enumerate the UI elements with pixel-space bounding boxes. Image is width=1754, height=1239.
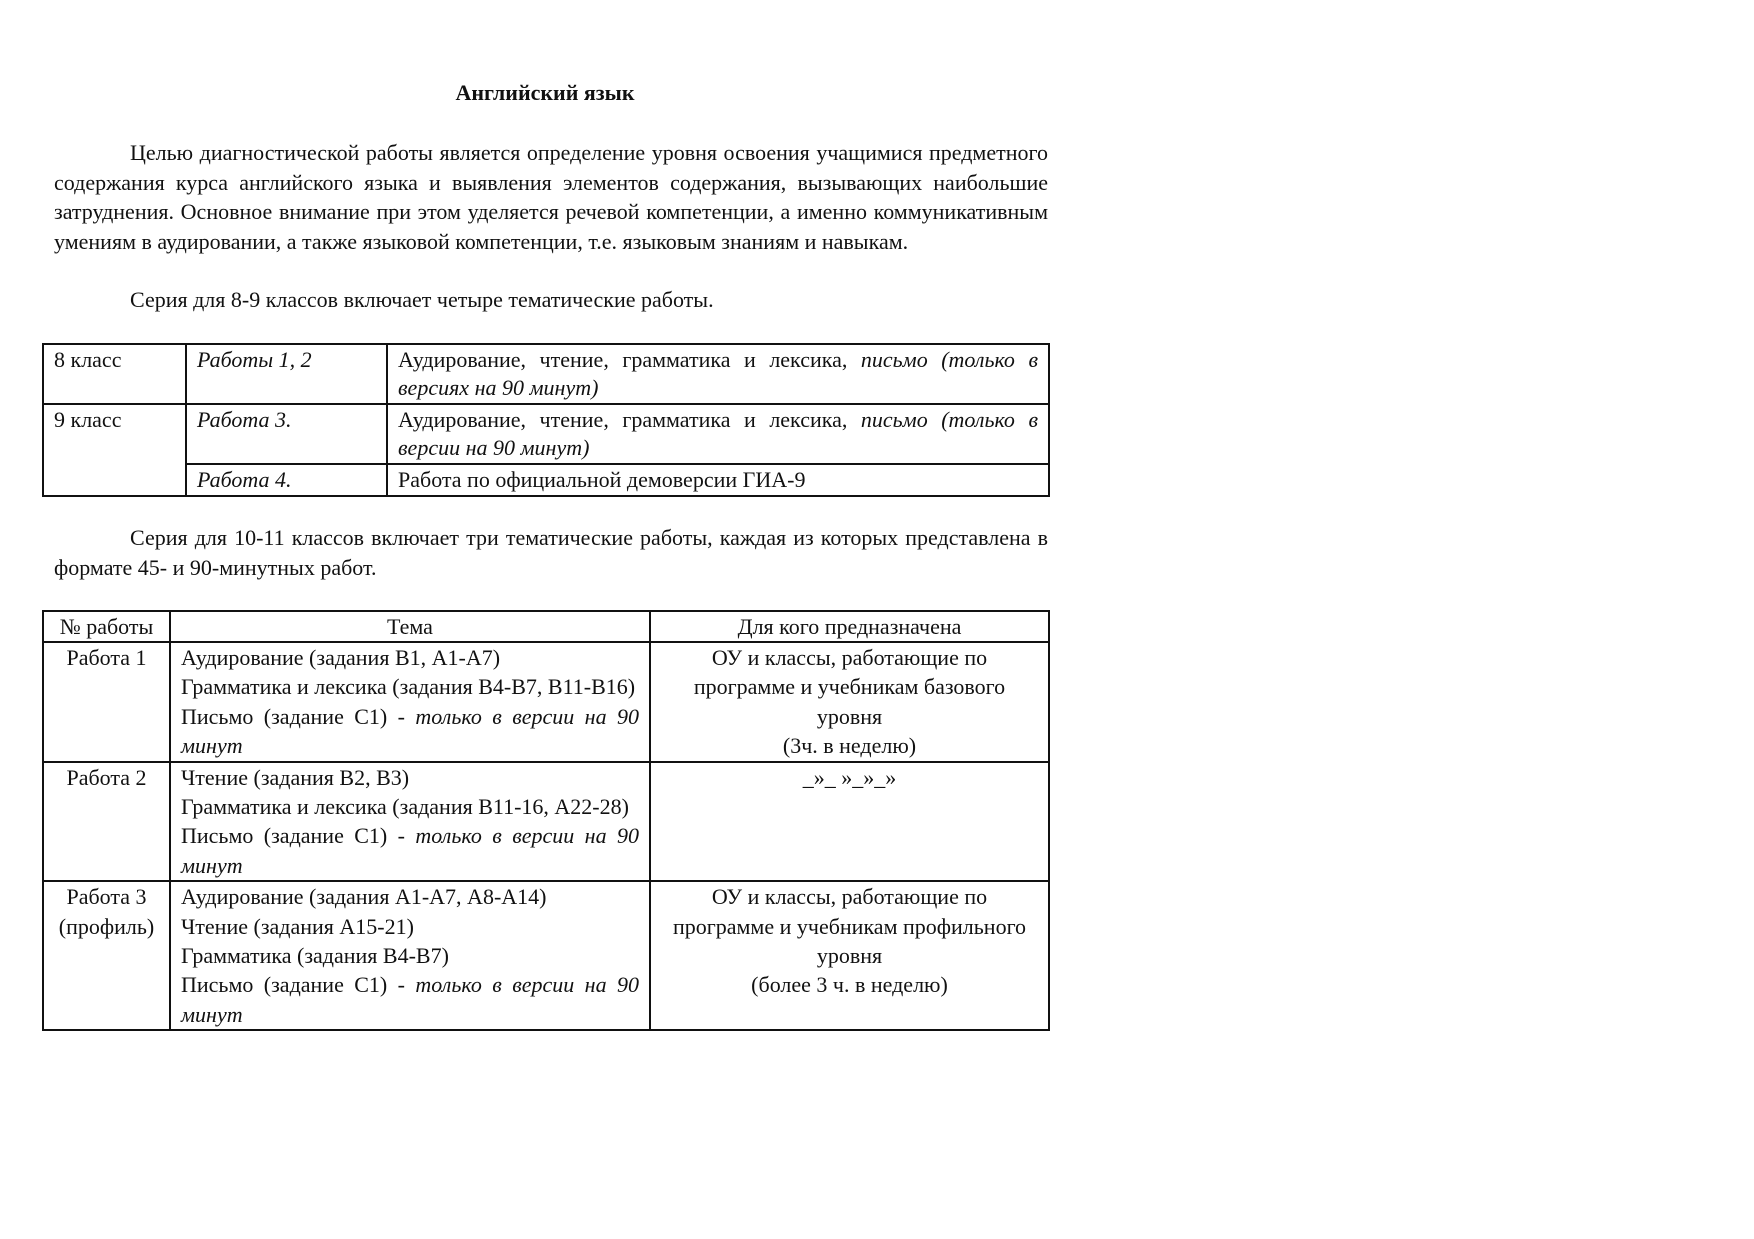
grades-8-9-table xyxy=(42,343,1050,497)
table-row xyxy=(43,642,1049,762)
work-cell: Работа 4. xyxy=(186,464,387,496)
grade-cell: 8 класс xyxy=(43,344,186,404)
topic-line: Грамматика (задания В4-В7) xyxy=(181,943,449,969)
audience-cell xyxy=(650,881,1049,1030)
content-text: Аудирование, чтение, грамматика и лексика, xyxy=(398,347,848,372)
writing-text: Письмо (задание С1) - xyxy=(181,972,405,998)
intro-paragraph-text: Целью диагностической работы является определение уровня освоения учащимися предметного содержания курса английского языка и выявления элементов содержания, вызывающих наибольшие затруднения. Основное внимание при этом уделяется речевой компетенции, а именно коммуникативным умениям в аудировании, а также языковой компетенции, т.е. языковым знаниям и навыкам. xyxy=(54,140,1048,254)
writing-text: Письмо (задание С1) - xyxy=(181,703,405,729)
content-cell xyxy=(387,344,1049,404)
work-number-cell: Работа 2 xyxy=(43,762,170,882)
topic-line: Аудирование (задания А1-А7, А8-А14) xyxy=(181,884,547,910)
topic-cell xyxy=(170,762,650,882)
document-title: Английский язык xyxy=(455,80,635,105)
work-cell: Работа 3. xyxy=(186,404,387,464)
audience-ditto: _»_ »_»_» xyxy=(802,764,897,790)
content-cell xyxy=(387,404,1049,464)
table-row xyxy=(43,881,1049,1030)
column-header-audience: Для кого предназначена xyxy=(650,611,1049,642)
table-row xyxy=(43,464,1049,496)
table-row xyxy=(43,762,1049,882)
content-text: Аудирование, чтение, грамматика и лексика, xyxy=(398,407,848,432)
series-8-9-text: Серия для 8-9 классов включает четыре тематические работы. xyxy=(130,287,714,312)
series-10-11-text: Серия для 10-11 классов включает три тематические работы, каждая из которых представлена в формате 45- и 90-минутных работ. xyxy=(54,525,1048,580)
content-cell: Работа по официальной демоверсии ГИА-9 xyxy=(387,464,1049,496)
writing-text: Письмо (задание С1) - xyxy=(181,823,405,849)
audience-cell xyxy=(650,762,1049,882)
topic-line: Чтение (задания В2, В3) xyxy=(181,764,410,790)
column-header-number: № работы xyxy=(43,611,170,642)
writing-line xyxy=(181,821,639,880)
writing-note: только в версии на 90 минут xyxy=(181,823,640,878)
audience-text: ОУ и классы, работающие по программе и учебникам базового уровня xyxy=(693,645,1006,729)
column-header-topic: Тема xyxy=(170,611,650,642)
content-note: письмо (только в версии на 90 минут) xyxy=(398,407,1038,460)
audience-text: ОУ и классы, работающие по программе и учебникам профильного уровня xyxy=(672,884,1027,969)
table-header-row xyxy=(43,611,1049,642)
content-note: письмо (только в версиях на 90 минут) xyxy=(398,347,1038,400)
work-cell: Работы 1, 2 xyxy=(186,344,387,404)
writing-note: только в версии на 90 минут xyxy=(181,703,640,759)
hours-text: (более 3 ч. в неделю) xyxy=(751,972,948,998)
table-row xyxy=(43,344,1049,404)
work-number: Работа 3 xyxy=(66,884,147,910)
grades-10-11-table xyxy=(42,610,1050,1031)
writing-line xyxy=(181,702,639,761)
series-10-11-paragraph xyxy=(54,523,1048,582)
writing-line xyxy=(181,970,639,1029)
hours-text: (3ч. в неделю) xyxy=(782,733,917,759)
series-8-9-paragraph xyxy=(54,285,1048,315)
work-number-cell xyxy=(43,881,170,1030)
topic-cell xyxy=(170,881,650,1030)
table-row xyxy=(43,404,1049,464)
topic-line: Грамматика и лексика (задания В11-16, А22-28) xyxy=(181,794,629,820)
writing-note: только в версии на 90 минут xyxy=(181,972,640,1027)
grade-cell: 9 класс xyxy=(43,404,186,496)
work-number-cell: Работа 1 xyxy=(43,642,170,762)
intro-paragraph xyxy=(54,138,1048,256)
topic-line: Чтение (задания А15-21) xyxy=(181,913,414,939)
topic-cell xyxy=(170,642,650,762)
work-number-sub: (профиль) xyxy=(58,913,155,939)
audience-cell xyxy=(650,642,1049,762)
topic-line: Аудирование (задания В1, А1-А7) xyxy=(181,645,501,670)
topic-line: Грамматика и лексика (задания В4-В7, В11-В16) xyxy=(181,674,636,700)
